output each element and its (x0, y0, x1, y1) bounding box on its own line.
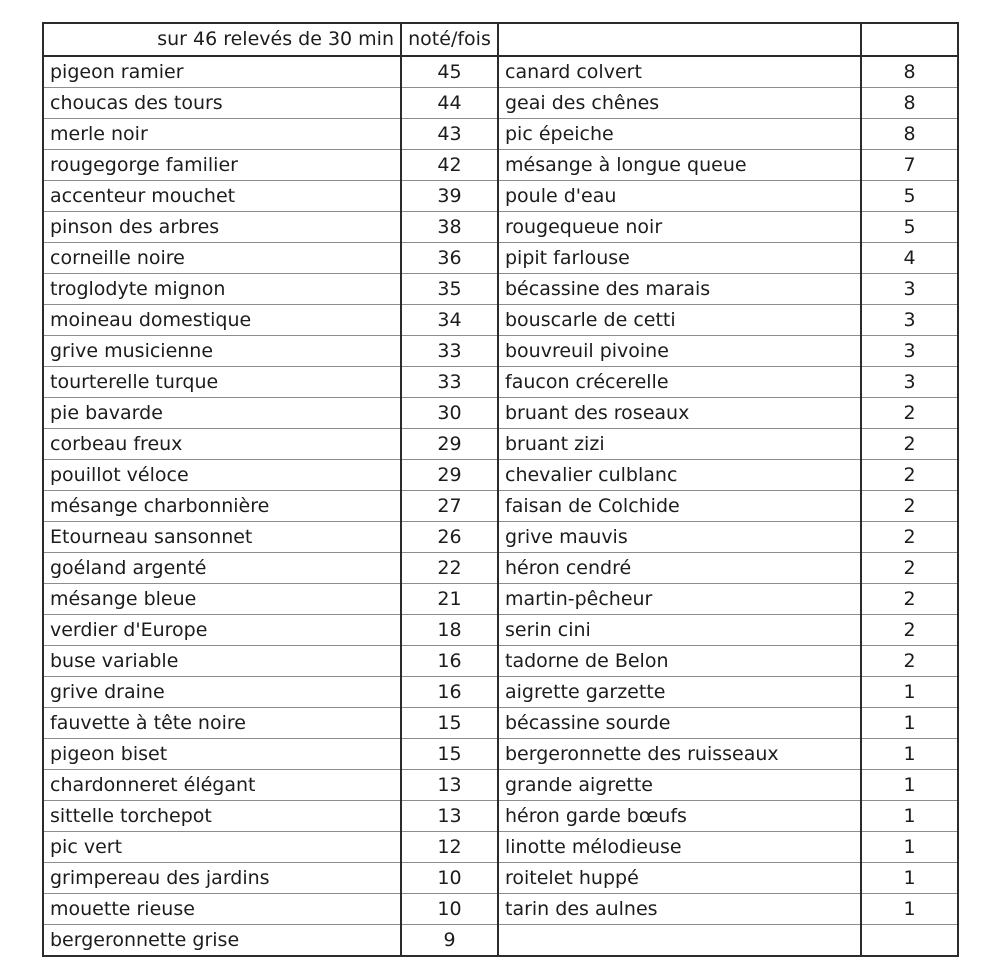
table-header (43, 23, 958, 56)
table-row (43, 305, 958, 336)
bird-survey-table (42, 22, 959, 957)
species-count-right: 1 (861, 677, 958, 708)
species-count-right: 3 (861, 274, 958, 305)
species-name-left: grive draine (43, 677, 401, 708)
table-row (43, 88, 958, 119)
species-name-right: mésange à longue queue (498, 150, 861, 181)
table-row (43, 739, 958, 770)
species-count-left: 26 (401, 522, 498, 553)
species-name-left: grive musicienne (43, 336, 401, 367)
species-count-right (861, 925, 958, 957)
table-row (43, 336, 958, 367)
species-name-left: tourterelle turque (43, 367, 401, 398)
species-count-left: 30 (401, 398, 498, 429)
species-name-right: martin-pêcheur (498, 584, 861, 615)
header-species-right-blank (498, 23, 861, 56)
species-count-right: 2 (861, 584, 958, 615)
species-name-left: goéland argenté (43, 553, 401, 584)
table-row (43, 677, 958, 708)
species-count-left: 39 (401, 181, 498, 212)
species-name-right: bergeronnette des ruisseaux (498, 739, 861, 770)
species-name-right: chevalier culblanc (498, 460, 861, 491)
header-count-unit: noté/fois (401, 23, 498, 56)
species-count-left: 15 (401, 739, 498, 770)
species-count-left: 29 (401, 429, 498, 460)
table-row (43, 615, 958, 646)
species-count-right: 8 (861, 56, 958, 88)
species-count-right: 5 (861, 212, 958, 243)
table-row (43, 491, 958, 522)
species-count-left: 29 (401, 460, 498, 491)
species-name-right: tarin des aulnes (498, 894, 861, 925)
species-count-right: 3 (861, 367, 958, 398)
table-row (43, 925, 958, 957)
species-count-left: 33 (401, 336, 498, 367)
species-name-right: faucon crécerelle (498, 367, 861, 398)
species-name-left: Etourneau sansonnet (43, 522, 401, 553)
table-row (43, 56, 958, 88)
table-row (43, 553, 958, 584)
species-count-left: 15 (401, 708, 498, 739)
species-count-left: 45 (401, 56, 498, 88)
species-count-right: 1 (861, 801, 958, 832)
species-name-right: bruant des roseaux (498, 398, 861, 429)
species-count-right: 2 (861, 398, 958, 429)
species-name-left: pouillot véloce (43, 460, 401, 491)
species-count-left: 10 (401, 894, 498, 925)
table-row (43, 770, 958, 801)
species-count-right: 2 (861, 553, 958, 584)
table-body (43, 56, 958, 956)
species-count-right: 5 (861, 181, 958, 212)
table-row (43, 894, 958, 925)
species-name-left: pigeon ramier (43, 56, 401, 88)
species-count-right: 2 (861, 615, 958, 646)
species-name-right: tadorne de Belon (498, 646, 861, 677)
table-row (43, 274, 958, 305)
species-name-left: pic vert (43, 832, 401, 863)
species-count-right: 8 (861, 119, 958, 150)
species-name-right: aigrette garzette (498, 677, 861, 708)
species-count-left: 44 (401, 88, 498, 119)
bird-survey-table-container (42, 22, 957, 957)
species-count-left: 43 (401, 119, 498, 150)
header-count-right-blank (861, 23, 958, 56)
species-count-right: 7 (861, 150, 958, 181)
table-row (43, 367, 958, 398)
species-name-right: pipit farlouse (498, 243, 861, 274)
species-name-right: faisan de Colchide (498, 491, 861, 522)
species-name-left: accenteur mouchet (43, 181, 401, 212)
species-name-right: héron cendré (498, 553, 861, 584)
species-name-left: verdier d'Europe (43, 615, 401, 646)
species-name-left: mouette rieuse (43, 894, 401, 925)
species-name-left: pinson des arbres (43, 212, 401, 243)
species-name-left: bergeronnette grise (43, 925, 401, 957)
species-count-right: 4 (861, 243, 958, 274)
species-name-left: corneille noire (43, 243, 401, 274)
species-name-left: rougegorge familier (43, 150, 401, 181)
species-count-left: 42 (401, 150, 498, 181)
species-count-left: 16 (401, 677, 498, 708)
table-row (43, 646, 958, 677)
species-count-left: 36 (401, 243, 498, 274)
species-name-left: fauvette à tête noire (43, 708, 401, 739)
species-count-left: 12 (401, 832, 498, 863)
species-count-left: 27 (401, 491, 498, 522)
species-name-left: troglodyte mignon (43, 274, 401, 305)
species-count-left: 22 (401, 553, 498, 584)
table-row (43, 584, 958, 615)
species-count-left: 35 (401, 274, 498, 305)
species-name-left: mésange bleue (43, 584, 401, 615)
species-name-left: merle noir (43, 119, 401, 150)
species-name-right: héron garde bœufs (498, 801, 861, 832)
species-name-left: buse variable (43, 646, 401, 677)
species-count-right: 2 (861, 460, 958, 491)
species-count-left: 18 (401, 615, 498, 646)
species-name-left: moineau domestique (43, 305, 401, 336)
species-name-left: corbeau freux (43, 429, 401, 460)
header-row (43, 23, 958, 56)
header-survey-label: sur 46 relevés de 30 min (43, 23, 401, 56)
species-count-left: 13 (401, 801, 498, 832)
species-count-right: 2 (861, 491, 958, 522)
species-name-right: bouvreuil pivoine (498, 336, 861, 367)
species-count-right: 1 (861, 863, 958, 894)
species-name-right: linotte mélodieuse (498, 832, 861, 863)
species-count-right: 1 (861, 739, 958, 770)
species-name-right: bouscarle de cetti (498, 305, 861, 336)
species-name-right: bruant zizi (498, 429, 861, 460)
species-count-right: 3 (861, 305, 958, 336)
species-name-left: pie bavarde (43, 398, 401, 429)
species-count-right: 1 (861, 832, 958, 863)
species-name-right: bécassine sourde (498, 708, 861, 739)
species-count-right: 3 (861, 336, 958, 367)
species-name-left: mésange charbonnière (43, 491, 401, 522)
table-row (43, 460, 958, 491)
table-row (43, 522, 958, 553)
species-count-left: 10 (401, 863, 498, 894)
species-count-left: 34 (401, 305, 498, 336)
species-count-left: 21 (401, 584, 498, 615)
species-name-right: grive mauvis (498, 522, 861, 553)
table-row (43, 832, 958, 863)
species-count-left: 9 (401, 925, 498, 957)
species-count-left: 16 (401, 646, 498, 677)
table-row (43, 150, 958, 181)
species-name-right (498, 925, 861, 957)
species-name-right: serin cini (498, 615, 861, 646)
table-row (43, 863, 958, 894)
species-name-right: roitelet huppé (498, 863, 861, 894)
table-row (43, 181, 958, 212)
species-count-right: 2 (861, 646, 958, 677)
species-count-right: 2 (861, 429, 958, 460)
species-count-left: 33 (401, 367, 498, 398)
table-row (43, 398, 958, 429)
species-count-right: 2 (861, 522, 958, 553)
species-name-right: poule d'eau (498, 181, 861, 212)
species-name-left: grimpereau des jardins (43, 863, 401, 894)
table-row (43, 119, 958, 150)
species-name-right: grande aigrette (498, 770, 861, 801)
species-name-left: choucas des tours (43, 88, 401, 119)
species-count-left: 13 (401, 770, 498, 801)
species-count-right: 8 (861, 88, 958, 119)
species-name-right: canard colvert (498, 56, 861, 88)
species-name-left: pigeon biset (43, 739, 401, 770)
table-row (43, 801, 958, 832)
species-name-right: geai des chênes (498, 88, 861, 119)
species-count-right: 1 (861, 708, 958, 739)
species-name-right: rougequeue noir (498, 212, 861, 243)
species-name-left: chardonneret élégant (43, 770, 401, 801)
species-name-left: sittelle torchepot (43, 801, 401, 832)
species-count-right: 1 (861, 770, 958, 801)
species-name-right: pic épeiche (498, 119, 861, 150)
table-row (43, 243, 958, 274)
table-row (43, 429, 958, 460)
species-count-left: 38 (401, 212, 498, 243)
table-row (43, 708, 958, 739)
species-name-right: bécassine des marais (498, 274, 861, 305)
table-row (43, 212, 958, 243)
species-count-right: 1 (861, 894, 958, 925)
